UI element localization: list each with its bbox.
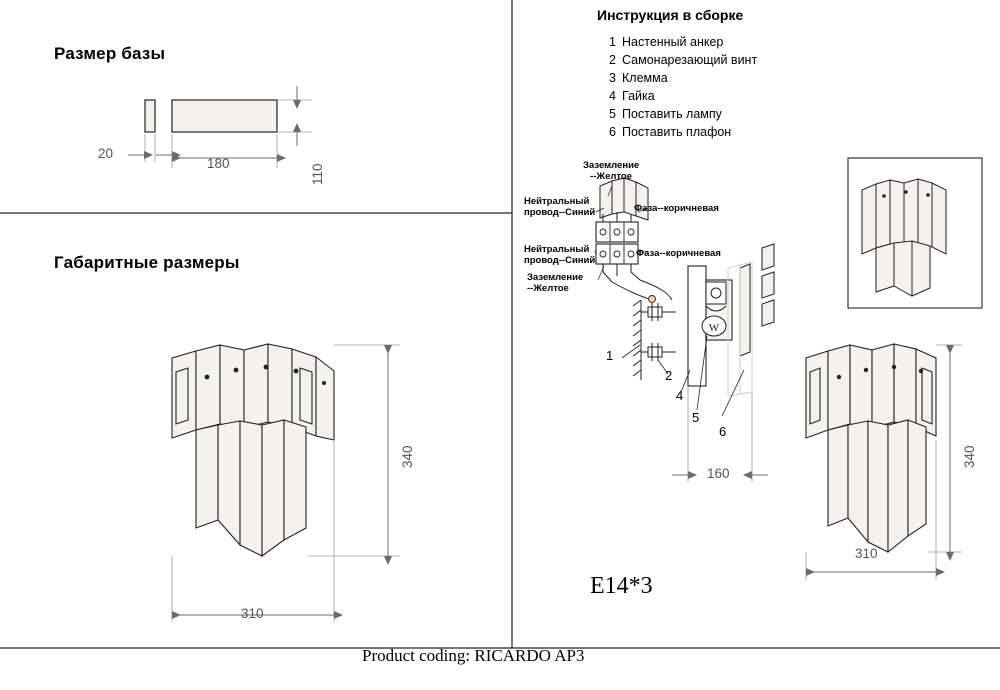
overall-size-title: Габаритные размеры	[54, 253, 240, 272]
instruction-step-label: Поставить плафон	[622, 125, 732, 139]
earth-top-label	[583, 160, 639, 182]
instruction-title: Инструкция в сборке	[597, 7, 744, 23]
live-top-label: Фаза--коричневая	[634, 203, 719, 214]
callout-2: 2	[665, 368, 673, 383]
anchor-and-screw	[641, 303, 676, 361]
instruction-step-label: Самонарезающий винт	[622, 53, 758, 67]
callout-6: 6	[719, 424, 727, 439]
neutral-top-line2: провод--Синий	[524, 207, 596, 218]
svg-text:W: W	[708, 322, 720, 334]
neutral-bottom-line1: Нейтральный	[524, 244, 590, 255]
front-width-dimension: 310	[241, 606, 264, 621]
earth-bottom-line2: --Желтое	[527, 283, 569, 294]
instruction-step-label: Гайка	[622, 89, 655, 103]
neutral-top-label	[524, 196, 595, 218]
product-coding: Product coding: RICARDO AP3	[362, 646, 585, 665]
wall-hatching	[633, 300, 641, 380]
instruction-step-label: Поставить лампу	[622, 107, 722, 121]
base-size-title: Размер базы	[54, 44, 166, 63]
base-depth-dimension: 20	[98, 146, 114, 161]
front-height-dimension: 340	[400, 445, 415, 468]
right-width-dimension: 310	[855, 546, 878, 561]
callout-4: 4	[676, 388, 684, 403]
instruction-step-number: 4	[609, 89, 616, 103]
right-height-dimension: 340	[962, 445, 977, 468]
earth-top-line2: --Желтое	[590, 171, 633, 182]
top-view-box	[848, 158, 982, 308]
instruction-step-number: 2	[609, 53, 616, 67]
assembly-wiring-diagram	[594, 178, 774, 482]
instruction-step-label: Клемма	[622, 71, 668, 85]
callout-1: 1	[606, 348, 614, 363]
instruction-step-label: Настенный анкер	[622, 35, 724, 49]
neutral-top-line1: Нейтральный	[524, 196, 590, 207]
terminal-block-top	[596, 222, 638, 242]
neutral-bottom-line2: провод--Синий	[524, 255, 596, 266]
instruction-step-number: 6	[609, 125, 616, 139]
wire-joint	[649, 296, 656, 303]
socket-code: E14*3	[590, 573, 653, 599]
earth-top-line1: Заземление	[583, 160, 640, 171]
base-height-dimension: 110	[310, 163, 325, 185]
terminal-block-bottom	[596, 244, 638, 264]
live-bottom-label: Фаза--коричневая	[636, 248, 721, 259]
base-width-dimension: 180	[207, 156, 230, 171]
earth-bottom-label	[527, 272, 583, 294]
earth-bottom-line1: Заземление	[527, 272, 584, 283]
neutral-bottom-label	[524, 244, 595, 266]
callout-5: 5	[692, 410, 700, 425]
side-depth-dimension: 160	[707, 466, 730, 481]
instruction-step-number: 3	[609, 71, 616, 85]
instruction-step-number: 5	[609, 107, 616, 121]
right-view-lamp	[806, 344, 936, 552]
instruction-step-number: 1	[609, 35, 616, 49]
front-view-lamp	[172, 344, 334, 556]
